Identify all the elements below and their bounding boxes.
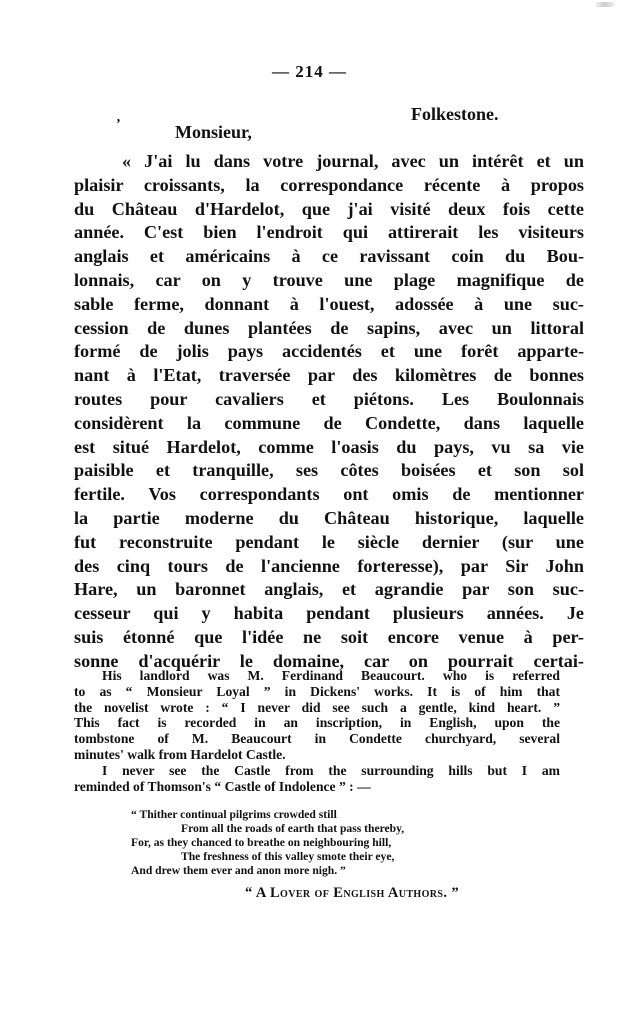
letter-line: du Château d'Hardelot, que j'ai visité deux fois cette xyxy=(74,198,584,219)
letter-line: sable ferme, donnant à l'ouest, adossée à une suc- xyxy=(74,293,584,314)
letter-line: « J'ai lu dans votre journal, avec un intérêt et un xyxy=(122,151,584,171)
letter-line: sonne d'acquérir le domaine, car on pourrait certai- xyxy=(74,650,584,671)
letter-line: lonnais, car on y trouve une plage magnifique de xyxy=(74,269,584,290)
letter-line: suis étonné que l'idée ne soit encore venue à per- xyxy=(74,626,584,647)
page-number: — 214 — xyxy=(272,62,347,81)
letter-body xyxy=(74,150,584,674)
letter-line: année. C'est bien l'endroit qui attirerait les visiteurs xyxy=(74,222,584,243)
footnote-line: to as “ Monsieur Loyal ” in Dickens' works. It is of him that xyxy=(74,683,560,699)
footnote-line: reminded of Thomson's “ Castle of Indolence ” : — xyxy=(74,778,371,794)
letter-line: considèrent la commune de Condette, dans laquelle xyxy=(74,412,584,433)
footnote xyxy=(74,668,560,794)
letter-line: des cinq tours de l'ancienne forteresse), par Sir John xyxy=(74,555,584,576)
footnote-line: tombstone of M. Beaucourt in Condette churchyard, several xyxy=(74,731,560,747)
letter-line: fertile. Vos correspondants ont omis de mentionner xyxy=(74,484,584,505)
letter-line: nant à l'Etat, traversée par des kilomètres de bonnes xyxy=(74,365,584,386)
letter-line: Hare, un baronnet anglais, et agrandie par son suc- xyxy=(74,579,584,600)
letter-line: la partie moderne du Château historique, laquelle xyxy=(74,507,584,528)
footnote-line: minutes' walk from Hardelot Castle. xyxy=(74,746,286,762)
stray-mark: ʼ xyxy=(116,117,121,132)
signature: “ A Lover of English Authors. ” xyxy=(245,885,460,901)
letter-place: Folkestone. xyxy=(411,104,499,124)
letter-line: cession de dunes plantées de sapins, avec un littoral xyxy=(74,317,584,338)
letter-line: routes pour cavaliers et piétons. Les Boulonnais xyxy=(74,388,584,409)
footnote-line: the novelist wrote : “ I never did see such a gentle, kind heart. ” xyxy=(74,699,560,715)
poem-line: From all the roads of earth that pass thereby, xyxy=(181,822,405,835)
poem-line: And drew them ever and anon more nigh. ” xyxy=(131,864,346,877)
letter-line: cesseur qui y habita pendant plusieurs années. Je xyxy=(74,603,584,624)
poem-line: The freshness of this valley smote their eye, xyxy=(181,850,395,863)
letter-line: paisible et tranquille, ses côtes boisées et son sol xyxy=(74,460,584,481)
letter-line: plaisir croissants, la correspondance récente à propos xyxy=(74,174,584,195)
letter-salutation: Monsieur, xyxy=(175,122,252,142)
letter-line: formé de jolis pays accidentés et une forêt apparte- xyxy=(74,341,584,362)
letter-line: fut reconstruite pendant le siècle dernier (sur une xyxy=(74,531,584,552)
footnote-line: His landlord was M. Ferdinand Beaucourt. who is referred xyxy=(102,668,560,683)
letter-line: est situé Hardelot, comme l'oasis du pays, vu sa vie xyxy=(74,436,584,457)
poem-line: “ Thither continual pilgrims crowded still xyxy=(131,808,337,821)
scan-artifact xyxy=(596,2,614,7)
poem-quote xyxy=(131,808,531,878)
poem-line: For, as they chanced to breathe on neighbouring hill, xyxy=(131,836,392,849)
footnote-line: I never see the Castle from the surrounding hills but I am xyxy=(102,762,560,778)
letter-line: anglais et américains à ce ravissant coin du Bou- xyxy=(74,246,584,267)
footnote-line: This fact is recorded in an inscription, in English, upon the xyxy=(74,715,560,731)
